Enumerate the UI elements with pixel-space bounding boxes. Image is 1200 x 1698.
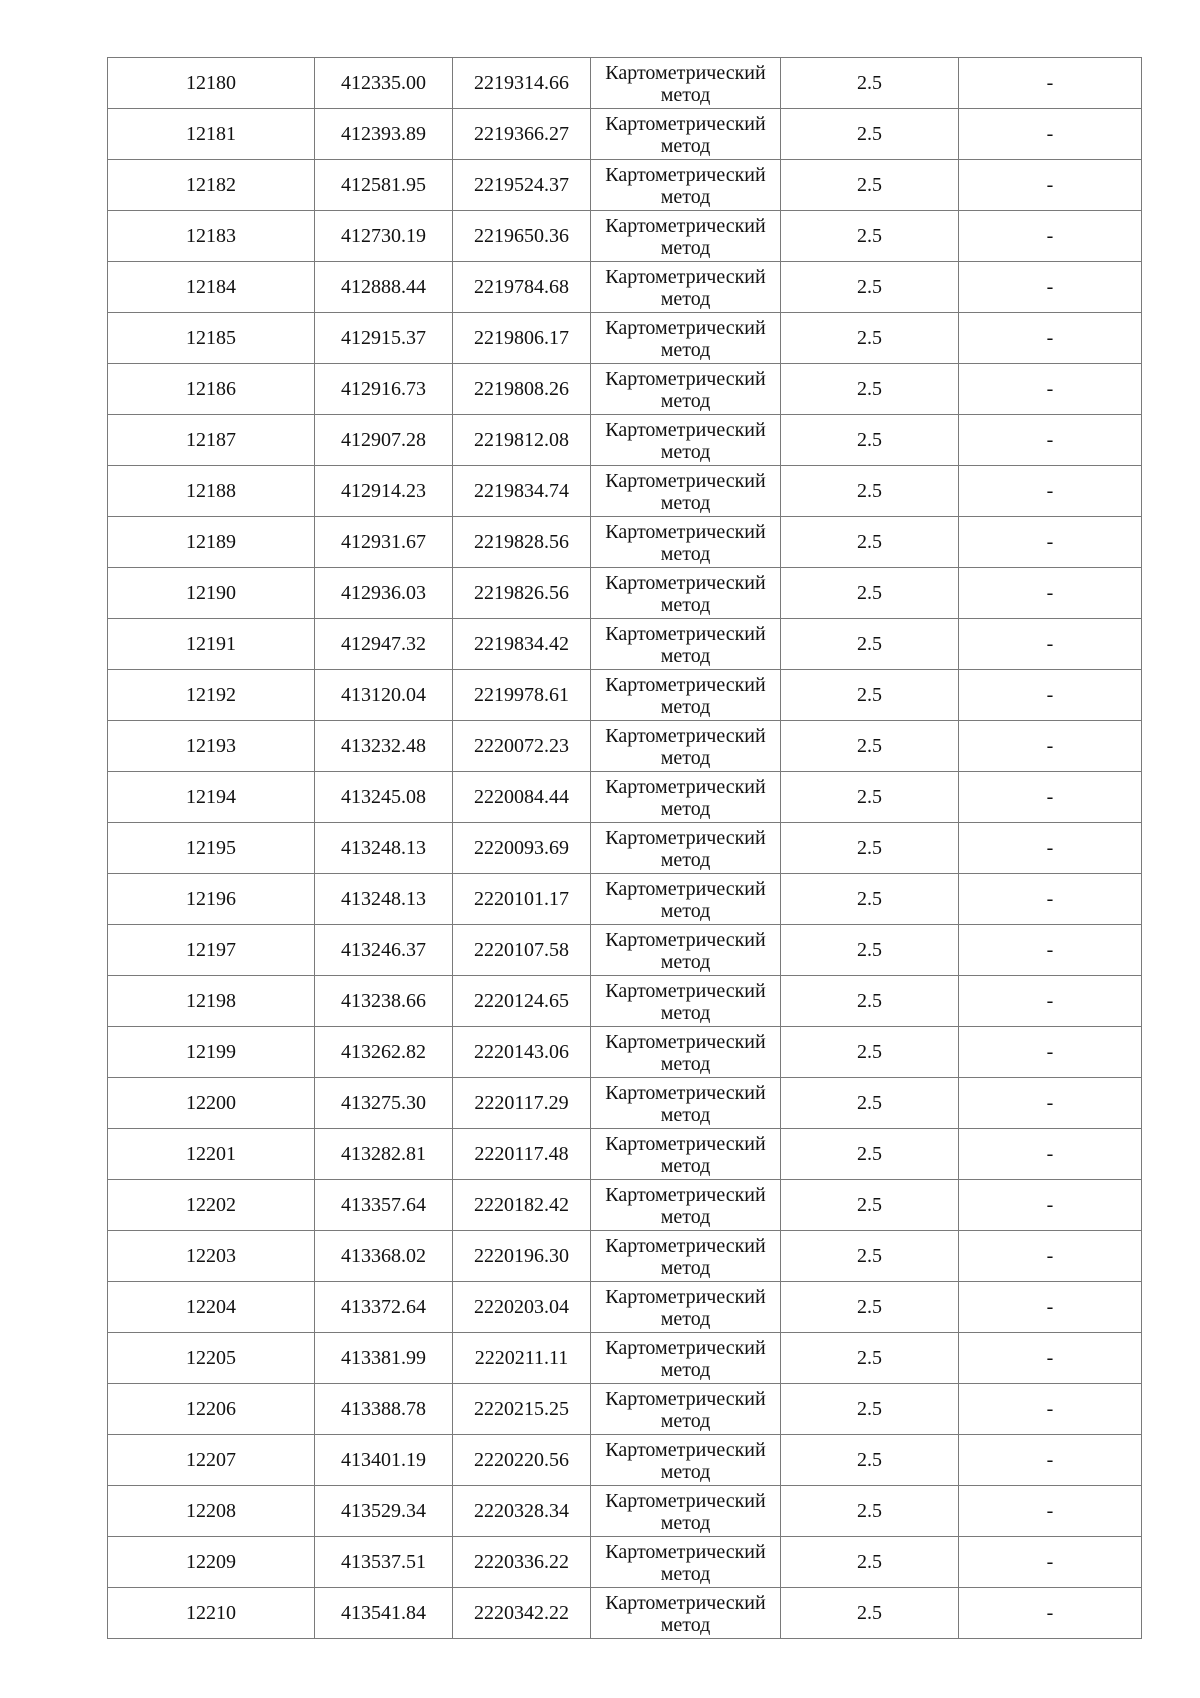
note-cell: - [959,415,1142,466]
table-row [108,517,1142,568]
method-line-2: метод [660,1256,711,1279]
accuracy-cell: 2.5 [781,721,959,772]
method-line-1: Картометрический [605,571,766,594]
x-coordinate-cell: 412581.95 [315,160,453,211]
accuracy-cell: 2.5 [781,1129,959,1180]
method-cell [591,160,781,211]
method-line-2: метод [660,287,711,310]
table-row [108,925,1142,976]
point-number-cell: 12208 [108,1486,315,1537]
point-number-cell: 12187 [108,415,315,466]
method-line-2: метод [660,1409,711,1432]
note-cell: - [959,1588,1142,1639]
note-cell: - [959,568,1142,619]
accuracy-cell: 2.5 [781,1486,959,1537]
method-cell [591,1027,781,1078]
method-line-2: метод [660,1001,711,1024]
method-line-1: Картометрический [605,214,766,237]
y-coordinate-cell: 2220107.58 [453,925,591,976]
method-line-1: Картометрический [605,877,766,900]
table-body [108,58,1142,1639]
method-cell [591,1384,781,1435]
y-coordinate-cell: 2220196.30 [453,1231,591,1282]
accuracy-cell: 2.5 [781,109,959,160]
method-line-1: Картометрический [605,826,766,849]
method-line-2: метод [660,1460,711,1483]
method-line-2: метод [660,1358,711,1381]
method-cell [591,1537,781,1588]
point-number-cell: 12188 [108,466,315,517]
table-row [108,211,1142,262]
method-line-1: Картометрический [605,112,766,135]
table-row [108,313,1142,364]
x-coordinate-cell: 413248.13 [315,823,453,874]
method-line-1: Картометрический [605,163,766,186]
point-number-cell: 12180 [108,58,315,109]
table-row [108,1231,1142,1282]
accuracy-cell: 2.5 [781,1231,959,1282]
x-coordinate-cell: 413248.13 [315,874,453,925]
method-line-2: метод [660,1307,711,1330]
table-row [108,1078,1142,1129]
accuracy-cell: 2.5 [781,568,959,619]
method-cell [591,925,781,976]
note-cell: - [959,925,1142,976]
table-row [108,976,1142,1027]
method-cell [591,874,781,925]
x-coordinate-cell: 412947.32 [315,619,453,670]
table-row [108,1537,1142,1588]
y-coordinate-cell: 2220328.34 [453,1486,591,1537]
note-cell: - [959,58,1142,109]
point-number-cell: 12192 [108,670,315,721]
method-cell [591,211,781,262]
x-coordinate-cell: 413246.37 [315,925,453,976]
note-cell: - [959,109,1142,160]
method-line-2: метод [660,542,711,565]
x-coordinate-cell: 412931.67 [315,517,453,568]
point-number-cell: 12191 [108,619,315,670]
point-number-cell: 12206 [108,1384,315,1435]
table-row [108,1282,1142,1333]
method-line-2: метод [660,1154,711,1177]
table-row [108,109,1142,160]
method-cell [591,58,781,109]
method-cell [591,262,781,313]
point-number-cell: 12190 [108,568,315,619]
y-coordinate-cell: 2220182.42 [453,1180,591,1231]
method-line-1: Картометрический [605,1489,766,1512]
point-number-cell: 12210 [108,1588,315,1639]
accuracy-cell: 2.5 [781,976,959,1027]
accuracy-cell: 2.5 [781,466,959,517]
accuracy-cell: 2.5 [781,364,959,415]
y-coordinate-cell: 2219828.56 [453,517,591,568]
accuracy-cell: 2.5 [781,1180,959,1231]
x-coordinate-cell: 412916.73 [315,364,453,415]
method-line-1: Картометрический [605,1591,766,1614]
method-cell [591,364,781,415]
y-coordinate-cell: 2220101.17 [453,874,591,925]
accuracy-cell: 2.5 [781,874,959,925]
method-line-1: Картометрический [605,418,766,441]
accuracy-cell: 2.5 [781,1027,959,1078]
method-cell [591,313,781,364]
y-coordinate-cell: 2219978.61 [453,670,591,721]
note-cell: - [959,721,1142,772]
x-coordinate-cell: 413372.64 [315,1282,453,1333]
accuracy-cell: 2.5 [781,1333,959,1384]
accuracy-cell: 2.5 [781,1384,959,1435]
accuracy-cell: 2.5 [781,1537,959,1588]
table-row [108,1588,1142,1639]
y-coordinate-cell: 2219808.26 [453,364,591,415]
accuracy-cell: 2.5 [781,1588,959,1639]
y-coordinate-cell: 2220117.48 [453,1129,591,1180]
method-line-2: метод [660,83,711,106]
method-line-2: метод [660,899,711,922]
y-coordinate-cell: 2219812.08 [453,415,591,466]
accuracy-cell: 2.5 [781,1435,959,1486]
note-cell: - [959,160,1142,211]
method-line-2: метод [660,236,711,259]
note-cell: - [959,619,1142,670]
table-row [108,1384,1142,1435]
method-cell [591,976,781,1027]
y-coordinate-cell: 2220117.29 [453,1078,591,1129]
point-number-cell: 12204 [108,1282,315,1333]
note-cell: - [959,466,1142,517]
point-number-cell: 12193 [108,721,315,772]
method-line-1: Картометрический [605,673,766,696]
y-coordinate-cell: 2219524.37 [453,160,591,211]
x-coordinate-cell: 413368.02 [315,1231,453,1282]
note-cell: - [959,262,1142,313]
method-cell [591,823,781,874]
x-coordinate-cell: 413401.19 [315,1435,453,1486]
method-cell [591,568,781,619]
method-line-1: Картометрический [605,775,766,798]
note-cell: - [959,364,1142,415]
point-number-cell: 12196 [108,874,315,925]
note-cell: - [959,772,1142,823]
point-number-cell: 12194 [108,772,315,823]
method-line-2: метод [660,389,711,412]
method-cell [591,1333,781,1384]
method-cell [591,1129,781,1180]
method-line-1: Картометрический [605,316,766,339]
table-row [108,364,1142,415]
y-coordinate-cell: 2220093.69 [453,823,591,874]
note-cell: - [959,1027,1142,1078]
x-coordinate-cell: 413245.08 [315,772,453,823]
method-cell [591,109,781,160]
x-coordinate-cell: 413381.99 [315,1333,453,1384]
x-coordinate-cell: 413282.81 [315,1129,453,1180]
note-cell: - [959,1180,1142,1231]
y-coordinate-cell: 2220124.65 [453,976,591,1027]
method-cell [591,772,781,823]
y-coordinate-cell: 2219834.42 [453,619,591,670]
method-line-1: Картометрический [605,1387,766,1410]
point-number-cell: 12201 [108,1129,315,1180]
x-coordinate-cell: 412730.19 [315,211,453,262]
table-row [108,466,1142,517]
point-number-cell: 12184 [108,262,315,313]
table-row [108,1486,1142,1537]
method-line-2: метод [660,950,711,973]
method-line-2: метод [660,185,711,208]
accuracy-cell: 2.5 [781,925,959,976]
method-line-1: Картометрический [605,1081,766,1104]
x-coordinate-cell: 412888.44 [315,262,453,313]
table-row [108,1333,1142,1384]
method-line-2: метод [660,1613,711,1636]
y-coordinate-cell: 2219784.68 [453,262,591,313]
x-coordinate-cell: 413238.66 [315,976,453,1027]
method-cell [591,517,781,568]
table-row [108,874,1142,925]
method-cell [591,466,781,517]
accuracy-cell: 2.5 [781,262,959,313]
note-cell: - [959,976,1142,1027]
y-coordinate-cell: 2219826.56 [453,568,591,619]
method-line-1: Картометрический [605,1132,766,1155]
method-line-2: метод [660,1103,711,1126]
y-coordinate-cell: 2220072.23 [453,721,591,772]
x-coordinate-cell: 413541.84 [315,1588,453,1639]
x-coordinate-cell: 412335.00 [315,58,453,109]
y-coordinate-cell: 2219806.17 [453,313,591,364]
table-row [108,262,1142,313]
coordinates-table [107,57,1142,1639]
method-line-1: Картометрический [605,928,766,951]
note-cell: - [959,517,1142,568]
point-number-cell: 12199 [108,1027,315,1078]
method-line-1: Картометрический [605,520,766,543]
table-row [108,772,1142,823]
accuracy-cell: 2.5 [781,517,959,568]
x-coordinate-cell: 413120.04 [315,670,453,721]
table-row [108,58,1142,109]
method-line-1: Картометрический [605,724,766,747]
method-cell [591,1231,781,1282]
y-coordinate-cell: 2220203.04 [453,1282,591,1333]
method-line-2: метод [660,440,711,463]
point-number-cell: 12189 [108,517,315,568]
point-number-cell: 12198 [108,976,315,1027]
method-line-1: Картометрический [605,1285,766,1308]
y-coordinate-cell: 2219650.36 [453,211,591,262]
method-line-1: Картометрический [605,622,766,645]
accuracy-cell: 2.5 [781,211,959,262]
note-cell: - [959,1384,1142,1435]
x-coordinate-cell: 413357.64 [315,1180,453,1231]
method-line-1: Картометрический [605,367,766,390]
table-row [108,721,1142,772]
note-cell: - [959,823,1142,874]
method-line-1: Картометрический [605,1438,766,1461]
accuracy-cell: 2.5 [781,1078,959,1129]
table-row [108,415,1142,466]
accuracy-cell: 2.5 [781,670,959,721]
y-coordinate-cell: 2220336.22 [453,1537,591,1588]
method-line-1: Картометрический [605,979,766,1002]
table-row [108,1435,1142,1486]
note-cell: - [959,211,1142,262]
method-line-2: метод [660,695,711,718]
point-number-cell: 12202 [108,1180,315,1231]
method-cell [591,1282,781,1333]
method-line-1: Картометрический [605,265,766,288]
table-row [108,568,1142,619]
point-number-cell: 12182 [108,160,315,211]
note-cell: - [959,1282,1142,1333]
table-row [108,1027,1142,1078]
x-coordinate-cell: 413232.48 [315,721,453,772]
note-cell: - [959,1078,1142,1129]
method-line-2: метод [660,1511,711,1534]
point-number-cell: 12207 [108,1435,315,1486]
method-line-1: Картометрический [605,1030,766,1053]
method-line-2: метод [660,746,711,769]
point-number-cell: 12197 [108,925,315,976]
accuracy-cell: 2.5 [781,58,959,109]
point-number-cell: 12185 [108,313,315,364]
method-line-1: Картометрический [605,1234,766,1257]
method-line-2: метод [660,797,711,820]
method-line-1: Картометрический [605,61,766,84]
note-cell: - [959,313,1142,364]
point-number-cell: 12209 [108,1537,315,1588]
point-number-cell: 12195 [108,823,315,874]
method-cell [591,721,781,772]
method-line-2: метод [660,491,711,514]
y-coordinate-cell: 2219834.74 [453,466,591,517]
method-cell [591,619,781,670]
method-cell [591,1180,781,1231]
table-row [108,619,1142,670]
note-cell: - [959,874,1142,925]
note-cell: - [959,1486,1142,1537]
y-coordinate-cell: 2219314.66 [453,58,591,109]
method-line-2: метод [660,644,711,667]
method-line-2: метод [660,593,711,616]
point-number-cell: 12183 [108,211,315,262]
method-cell [591,1435,781,1486]
note-cell: - [959,1333,1142,1384]
method-cell [591,1486,781,1537]
x-coordinate-cell: 413529.34 [315,1486,453,1537]
table-row [108,160,1142,211]
accuracy-cell: 2.5 [781,313,959,364]
y-coordinate-cell: 2219366.27 [453,109,591,160]
point-number-cell: 12203 [108,1231,315,1282]
method-cell [591,1588,781,1639]
method-line-2: метод [660,1205,711,1228]
method-line-1: Картометрический [605,1183,766,1206]
x-coordinate-cell: 413275.30 [315,1078,453,1129]
point-number-cell: 12181 [108,109,315,160]
point-number-cell: 12205 [108,1333,315,1384]
y-coordinate-cell: 2220084.44 [453,772,591,823]
accuracy-cell: 2.5 [781,619,959,670]
y-coordinate-cell: 2220220.56 [453,1435,591,1486]
method-line-2: метод [660,848,711,871]
method-cell [591,415,781,466]
x-coordinate-cell: 412936.03 [315,568,453,619]
x-coordinate-cell: 413262.82 [315,1027,453,1078]
table-row [108,1180,1142,1231]
table-row [108,670,1142,721]
table-row [108,1129,1142,1180]
y-coordinate-cell: 2220211.11 [453,1333,591,1384]
y-coordinate-cell: 2220215.25 [453,1384,591,1435]
accuracy-cell: 2.5 [781,823,959,874]
x-coordinate-cell: 412915.37 [315,313,453,364]
y-coordinate-cell: 2220342.22 [453,1588,591,1639]
accuracy-cell: 2.5 [781,160,959,211]
note-cell: - [959,1129,1142,1180]
accuracy-cell: 2.5 [781,1282,959,1333]
method-line-1: Картометрический [605,1540,766,1563]
accuracy-cell: 2.5 [781,772,959,823]
note-cell: - [959,1435,1142,1486]
x-coordinate-cell: 412393.89 [315,109,453,160]
note-cell: - [959,1231,1142,1282]
method-line-2: метод [660,338,711,361]
method-cell [591,670,781,721]
note-cell: - [959,1537,1142,1588]
method-line-2: метод [660,134,711,157]
point-number-cell: 12186 [108,364,315,415]
table-row [108,823,1142,874]
method-line-1: Картометрический [605,1336,766,1359]
x-coordinate-cell: 413537.51 [315,1537,453,1588]
accuracy-cell: 2.5 [781,415,959,466]
note-cell: - [959,670,1142,721]
method-line-1: Картометрический [605,469,766,492]
x-coordinate-cell: 412914.23 [315,466,453,517]
x-coordinate-cell: 413388.78 [315,1384,453,1435]
method-cell [591,1078,781,1129]
y-coordinate-cell: 2220143.06 [453,1027,591,1078]
point-number-cell: 12200 [108,1078,315,1129]
method-line-2: метод [660,1562,711,1585]
x-coordinate-cell: 412907.28 [315,415,453,466]
method-line-2: метод [660,1052,711,1075]
